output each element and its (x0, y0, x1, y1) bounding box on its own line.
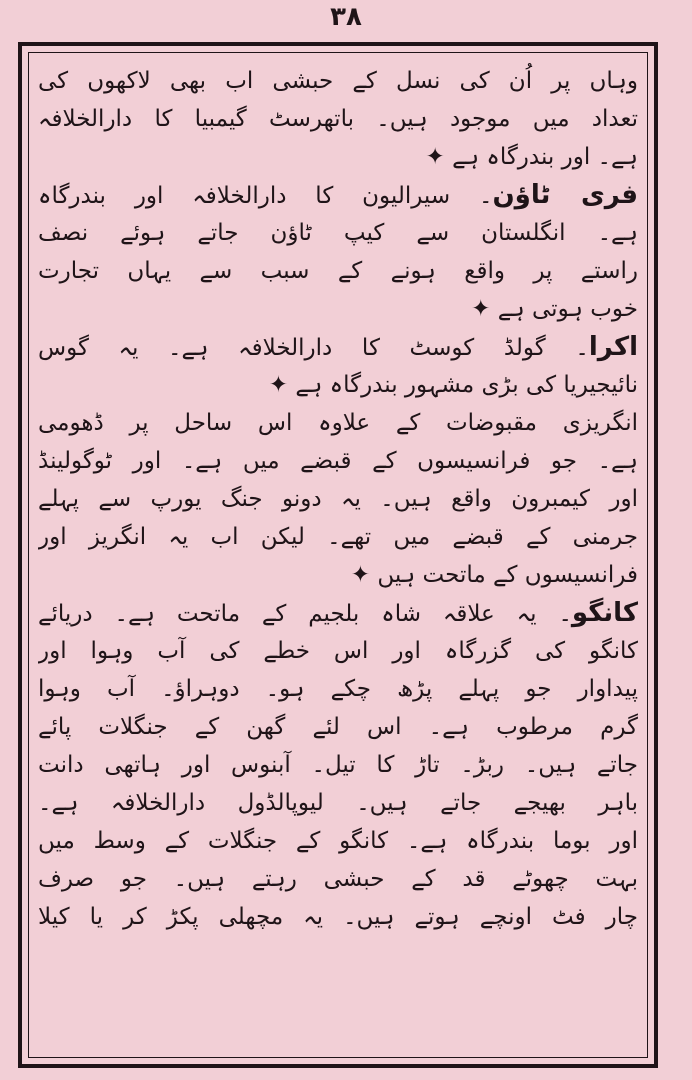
line-text: ۔ سیرالیون کا دارالخلافہ اور بندرگاہ (38, 183, 493, 209)
line-text: اور کیمبرون واقع ہیں۔ یہ دونو جنگ یورپ سے پہلے (38, 486, 638, 512)
line-text: خوب ہوتی ہے ✦ (471, 296, 638, 322)
line-text: جرمنی کے قبضے میں تھے۔ لیکن اب یہ انگریز اور (38, 524, 638, 550)
text-line (38, 214, 638, 252)
text-line (38, 898, 638, 936)
line-text: جاتے ہیں۔ ربڑ۔ تاڑ کا تیل۔ آبنوس اور ہاتھی دانت (38, 752, 638, 778)
line-text: کانگو کی گزرگاہ اور اس خطے کی آب وہوا اور (38, 638, 638, 664)
text-line (38, 366, 638, 404)
line-text: وہاں پر اُن کی نسل کے حبشی اب بھی لاکھوں کی (38, 68, 638, 94)
line-text: نائیجیریا کی بڑی مشہور بندرگاہ ہے ✦ (268, 372, 638, 398)
line-text: فرانسیسوں کے ماتحت ہیں ✦ (350, 562, 638, 588)
text-line (38, 290, 638, 328)
line-text: گرم مرطوب ہے۔ اس لئے گھن کے جنگلات پائے (38, 714, 638, 740)
text-line (38, 594, 638, 632)
section-heading: فری ٹاؤن (492, 180, 638, 210)
text-line (38, 100, 638, 138)
line-text: باہر بھیجے جاتے ہیں۔ لیوپالڈول دارالخلافہ ہے۔ (38, 790, 638, 816)
line-text: راستے پر واقع ہونے کے سبب سے یہاں تجارت (38, 258, 638, 284)
text-line (38, 252, 638, 290)
text-line (38, 442, 638, 480)
section-heading: اکرا (588, 332, 638, 362)
text-line (38, 670, 638, 708)
line-text: ہے۔ اور بندرگاہ ہے ✦ (425, 144, 638, 170)
line-text: تعداد میں موجود ہیں۔ باتھرسٹ گیمبیا کا دارالخلافہ (38, 106, 638, 132)
line-text: ہے۔ جو فرانسیسوں کے قبضے میں ہے۔ اور ٹوگولینڈ (38, 448, 638, 474)
line-text: ۔ یہ علاقہ شاہ بلجیم کے ماتحت ہے۔ دریائے (38, 601, 572, 627)
line-text: ۔ گولڈ کوسٹ کا دارالخلافہ ہے۔ یہ گوس (38, 335, 589, 361)
line-text: پیداوار جو پہلے پڑھ چکے ہو۔ دوہراؤ۔ آب وہوا (38, 676, 638, 702)
text-line (38, 138, 638, 176)
text-line (38, 404, 638, 442)
text-line (38, 632, 638, 670)
text-line (38, 860, 638, 898)
line-text: ہے۔ انگلستان سے کیپ ٹاؤن جاتے ہوئے نصف (38, 220, 638, 246)
text-line (38, 518, 638, 556)
section-heading: کانگو (571, 598, 638, 628)
text-line (38, 556, 638, 594)
line-text: انگریزی مقبوضات کے علاوہ اس ساحل پر ڈھومی (38, 410, 638, 436)
line-text: چار فٹ اونچے ہوتے ہیں۔ یہ مچھلی پکڑ کر یا کیلا (38, 904, 638, 930)
text-line (38, 480, 638, 518)
text-line (38, 784, 638, 822)
text-line (38, 62, 638, 100)
text-line (38, 822, 638, 860)
line-text: اور بوما بندرگاہ ہے۔ کانگو کے جنگلات کے وسط میں (38, 828, 638, 854)
body-text (38, 62, 638, 1052)
text-line (38, 176, 638, 214)
text-line (38, 708, 638, 746)
text-line (38, 746, 638, 784)
text-line (38, 328, 638, 366)
page-number: ۳۸ (330, 2, 362, 32)
line-text: بہت چھوٹے قد کے حبشی رہتے ہیں۔ جو صرف (38, 866, 638, 892)
